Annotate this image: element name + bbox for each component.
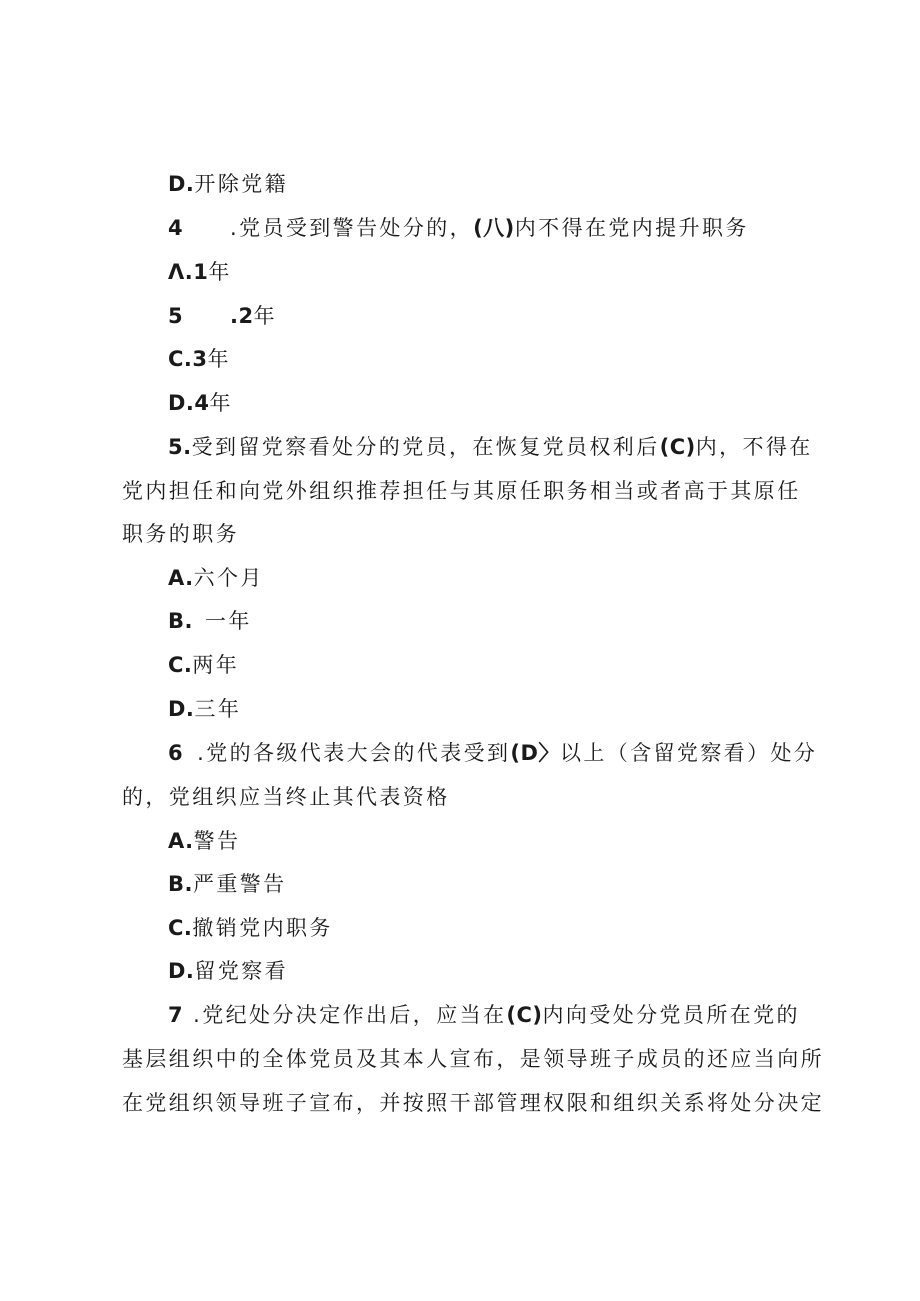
option-label: D. <box>168 959 195 983</box>
q4-option-c <box>168 342 231 376</box>
option-label: D.4 <box>168 391 210 415</box>
question-7-line-2 <box>122 1042 824 1076</box>
q4-option-b <box>168 299 277 333</box>
question-number: 6 <box>168 741 184 765</box>
q4-option-d <box>168 386 233 420</box>
option-label: C.3 <box>168 347 208 371</box>
option-number: 5 <box>168 304 184 328</box>
answer-mark: (C) <box>506 1003 543 1027</box>
option-text: 警告 <box>193 829 241 853</box>
question-text: .党的各级代表大会的代表受到 <box>197 741 511 765</box>
question-5-line-3 <box>122 517 239 551</box>
option-label: D. <box>168 172 195 196</box>
answer-mark: (C) <box>659 435 696 459</box>
option-text: 年 <box>253 304 277 328</box>
option-text: 开除党籍 <box>194 172 289 196</box>
question-text: 在党组织领导班子宣布，并按照干部管理权限和组织关系将处分决定 <box>122 1091 824 1115</box>
option-label: .2 <box>230 304 254 328</box>
option-text: 撤销党内职务 <box>192 916 333 940</box>
option-label: B. <box>168 872 193 896</box>
option-text: 六个月 <box>193 566 264 590</box>
question-7-line-3 <box>122 1086 824 1120</box>
option-label: A. <box>168 566 194 590</box>
answer-mark: (八) <box>473 216 515 240</box>
question-6 <box>168 736 817 770</box>
q6-option-a <box>168 824 240 858</box>
q6-option-b <box>168 867 287 901</box>
option-label: C. <box>168 916 193 940</box>
option-text: 年 <box>209 391 233 415</box>
option-text: 年 <box>207 347 231 371</box>
q5-option-a <box>168 561 264 595</box>
question-number: 5. <box>168 435 192 459</box>
option-text: 严重警告 <box>192 872 287 896</box>
q6-option-d <box>168 954 288 988</box>
option-label: D. <box>168 697 195 721</box>
question-text: .党员受到警告处分的， <box>230 216 474 240</box>
question-text: 党内担任和向党外组织推荐担任与其原任职务相当或者高于其原任 <box>122 479 801 503</box>
question-text: 内向受处分党员所在党的 <box>542 1003 800 1027</box>
option-text: 留党察看 <box>194 959 289 983</box>
question-text: 内，不得在 <box>695 435 813 459</box>
q5-option-d <box>168 692 241 726</box>
option-label: Λ.1 <box>168 260 209 284</box>
question-number: 4 <box>168 216 184 240</box>
question-text: 的，党组织应当终止其代表资格 <box>122 785 450 809</box>
question-text: 以上（含留党察看）处分 <box>559 741 818 765</box>
option-text: 年 <box>208 260 232 284</box>
question-text: 职务的职务 <box>122 522 239 546</box>
question-text: .党纪处分决定作出后，应当在 <box>193 1003 507 1027</box>
question-5-line-2 <box>122 474 801 508</box>
q3-option-d <box>168 167 288 201</box>
question-5 <box>168 430 813 464</box>
question-text: 内不得在党内提升职务 <box>514 216 749 240</box>
option-text: 一年 <box>204 609 252 633</box>
answer-mark: (D〉 <box>510 741 560 765</box>
option-label: C. <box>168 653 193 677</box>
question-text: 受到留党察看处分的党员，在恢复党员权利后 <box>191 435 660 459</box>
question-text: 基层组织中的全体党员及其本人宣布，是领导班子成员的还应当向所 <box>122 1047 824 1071</box>
q5-option-b <box>168 604 252 638</box>
q6-option-c <box>168 911 333 945</box>
q5-option-c <box>168 648 239 682</box>
option-label: B. <box>168 609 193 633</box>
q4-option-a <box>168 255 232 289</box>
option-text: 两年 <box>192 653 240 677</box>
question-4 <box>168 211 749 245</box>
option-text: 三年 <box>194 697 242 721</box>
question-6-line-2 <box>122 780 450 814</box>
question-number: 7 <box>168 1003 184 1027</box>
option-label: A. <box>168 829 194 853</box>
question-7 <box>168 998 800 1032</box>
